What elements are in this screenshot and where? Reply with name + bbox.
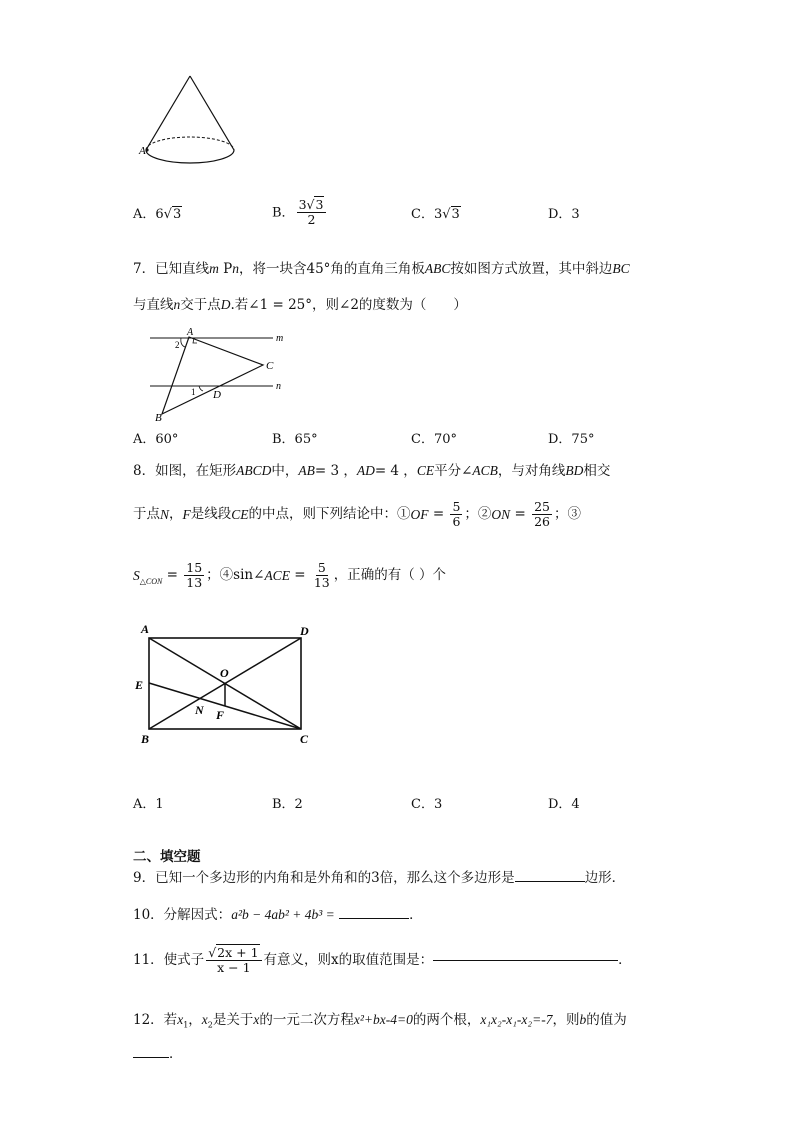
label-d: D [300, 624, 309, 638]
label-a: A [187, 327, 194, 338]
q9-stem: 9．已知一个多边形的内角和是外角和的3倍，那么这个多边形是 边形． [133, 870, 626, 886]
q8-stem-line1: 8．如图，在矩形ABCD中，AB= 3 ，AD= 4 ，CE平分∠ACB，与对角线BD相交 [133, 463, 611, 479]
q8-figure [130, 618, 325, 750]
answer-blank[interactable] [133, 1057, 169, 1058]
label-a: A [141, 622, 150, 636]
q6-option-c[interactable]: C．3√3 [411, 207, 460, 222]
angle-2-arc [181, 338, 185, 347]
fraction-q11: $\frac{√2x + 1}{x - 1}$ [206, 946, 261, 976]
q8-option-c[interactable]: C．3 [411, 797, 443, 812]
fraction-sin: $\frac{5}{13}$ [313, 560, 330, 591]
q8-option-d[interactable]: D．4 [548, 797, 580, 812]
q6-option-b[interactable]: B． $\frac{3√3}{2}$ [272, 198, 328, 228]
label-angle-1: 1 [191, 387, 196, 397]
q6-option-d[interactable]: D．3 [548, 207, 580, 222]
q6-option-a[interactable]: A．6√3 [133, 207, 182, 222]
q12-stem-line1: 12．若$x_1$，$x_2$是关于x的一元二次方程x²+bx-4=0的两个根，x₁x₂-x₁-x₂=-7，则b的值为 [133, 1012, 627, 1030]
section-title: 二、填空题 [133, 849, 201, 865]
label-c: C [266, 360, 274, 372]
label-n: N [195, 703, 204, 717]
answer-blank[interactable] [339, 918, 409, 919]
q7-option-d[interactable]: D．75° [548, 432, 595, 447]
q8-option-b[interactable]: B．2 [272, 797, 303, 812]
point-a-dot [145, 148, 148, 151]
label-m: m [276, 333, 284, 344]
fraction-of: $\frac{5}{6}$ [452, 499, 461, 530]
q10-stem: 10．分解因式：a²b − 4ab² + 4b³ = ． [133, 907, 423, 923]
cone-figure [130, 70, 250, 175]
label-o: O [220, 666, 229, 680]
q11-stem: 11．使式子 $\frac{√2x + 1}{x - 1}$ 有意义，则x的取值范围是： ． [133, 945, 632, 976]
sqrt-symbol: √3 [163, 207, 182, 222]
label-d: D [213, 389, 221, 401]
q8-stem-line3: $S_{\triangle CON}$ = $\frac{15}{13}$ ；④sin∠ACE = $\frac{5}{13}$ ，正确的有（ ）个 [133, 560, 447, 591]
label-b: B [141, 732, 150, 746]
fraction-on: $\frac{25}{26}$ [534, 499, 550, 530]
cone-base-front [146, 150, 234, 163]
sqrt-symbol: √3 [442, 207, 460, 222]
cone-base-back [146, 137, 234, 150]
q12-stem-line2: ． [133, 1048, 183, 1062]
label-b: B [155, 412, 162, 424]
q8-stem-line2: 于点N，F是线段CE的中点，则下列结论中：①OF = $\frac{5}{6}$ ；②ON = $\frac{25}{26}$ ；③ [133, 499, 581, 530]
answer-blank[interactable] [433, 960, 618, 961]
label-c: C [300, 732, 309, 746]
q7-option-c[interactable]: C．70° [411, 432, 457, 447]
label-f: F [216, 708, 225, 722]
cone-right-edge [190, 76, 234, 150]
fraction: $\frac{3√3}{2}$ [297, 198, 327, 228]
q7-stem-line1: 7．已知直线m Pn，将一块含45°角的直角三角板ABC按如图方式放置，其中斜边BC [133, 261, 630, 277]
angle-1-arc [199, 386, 203, 391]
q7-figure [145, 325, 295, 425]
q7-option-b[interactable]: B．65° [272, 432, 318, 447]
label-angle-2: 2 [175, 340, 180, 350]
label-e: E [135, 678, 144, 692]
q7-option-a[interactable]: A．60° [133, 432, 179, 447]
label-n: n [276, 381, 281, 392]
q7-stem-line2: 与直线n交于点D.若∠1 = 25°，则∠2的度数为（ ） [133, 297, 467, 313]
fraction-s: $\frac{15}{13}$ [186, 560, 203, 591]
cone-label-a: A [139, 145, 146, 157]
q8-option-a[interactable]: A．1 [133, 797, 164, 812]
answer-blank[interactable] [515, 881, 585, 882]
